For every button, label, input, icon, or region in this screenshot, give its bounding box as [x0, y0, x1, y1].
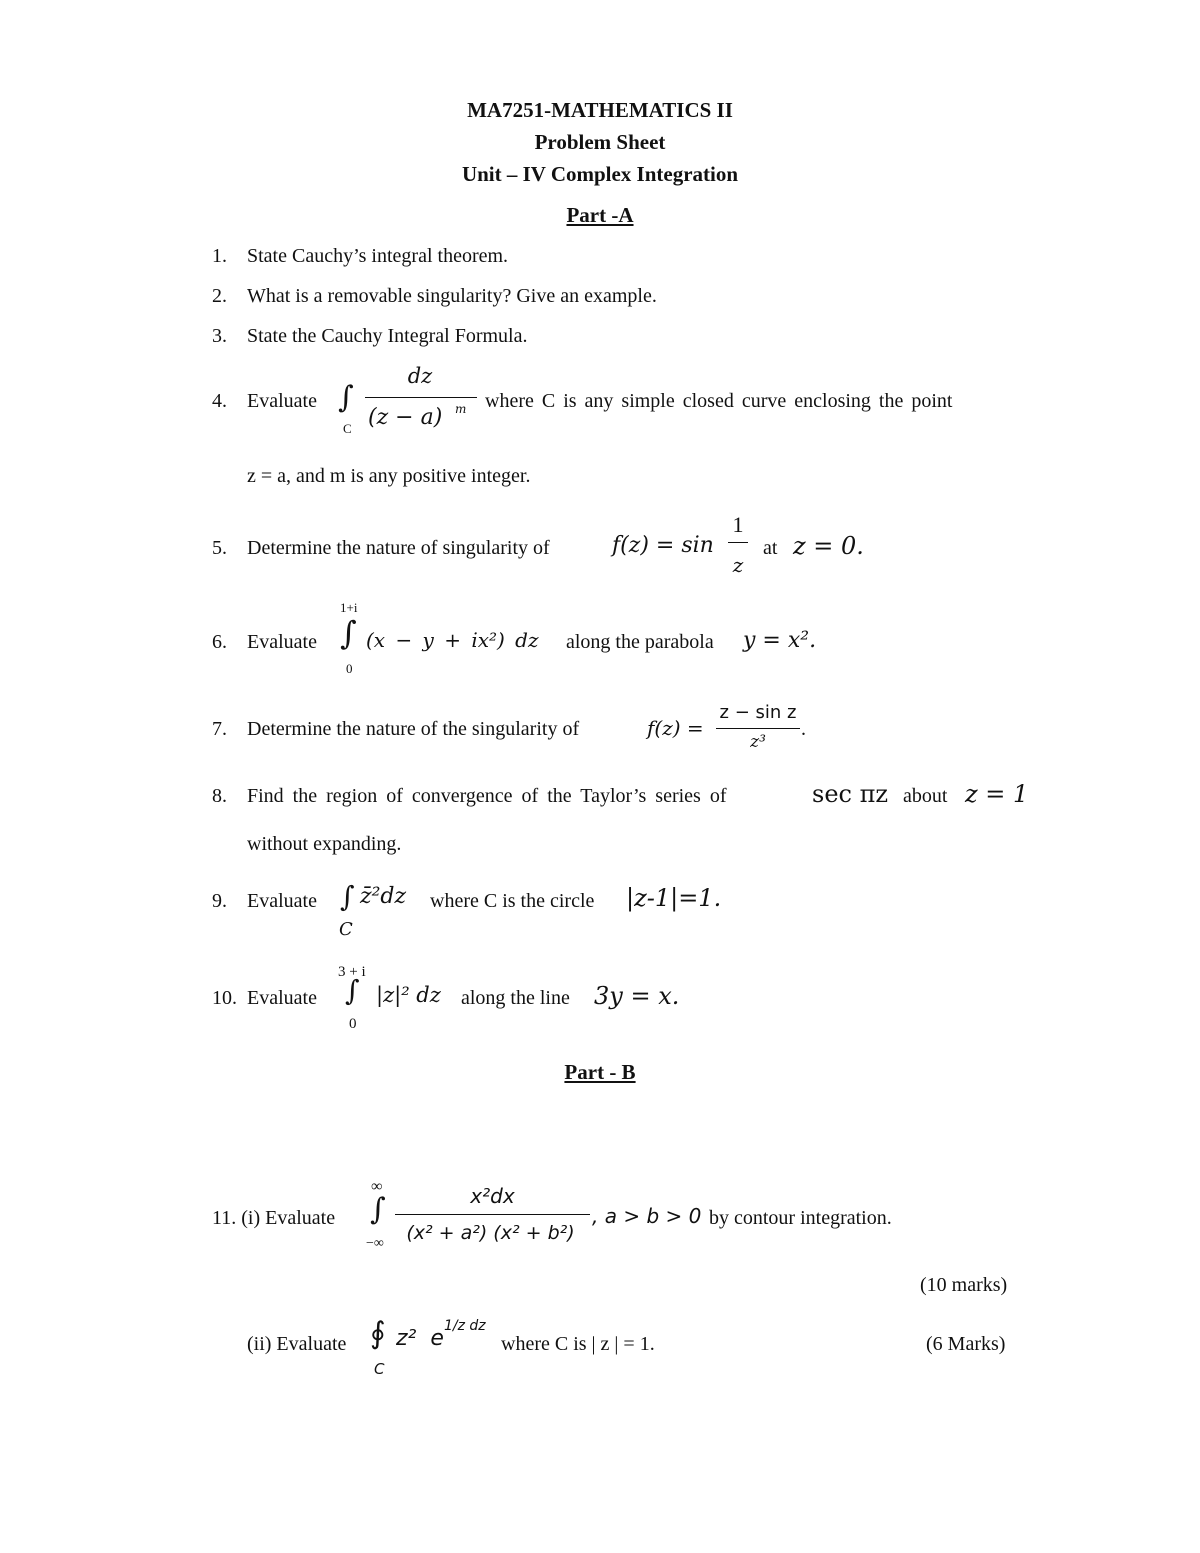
question-2: 2. What is a removable singularity? Give an example.: [212, 285, 657, 307]
part-b-heading: Part - B: [564, 1060, 636, 1084]
fraction-bar: [716, 728, 800, 729]
marks-10: (10 marks): [920, 1274, 1008, 1296]
fraction-bar: [728, 542, 748, 543]
part-a-heading: Part -A: [566, 203, 634, 227]
question-1: 1. State Cauchy’s integral theorem.: [212, 245, 509, 267]
problem-sheet-page: MA7251-MATHEMATICS II Problem Sheet Unit – IV Complex Integration Part -A 1. State Cauchy’s integral theorem. 2. What is a removable singularity? Give an example. 3. State the Cauchy Integral Formula. 4. Evaluate ∫ C dz (z − a) m where C is any simple closed curve enclosing the point z = a, and m is any positive integer. 5. Determine the nature of singularity of f(z) = sin 1 z at z = 0. 6. Evaluate 1+i ∫ 0 (x − y + ix²) dz along the parabola y = x². 7. Determine the nature of the singularity of f(z) = z − sin z z³ . 8. Find the region of convergence of the Taylor’s series of sec πz about z = 1 without expanding. 9. Evaluate ∫ C z̄²dz where C is the circle |z-1|=1. 10. Evaluate 3 + i ∫ 0 |z|² dz along the line 3y = x. Part - B 11. (i) Evaluate ∞ ∫ −∞ x²dx (x² + a²) (x² + b²) , a > b > 0 by contour integration. (10 marks) (ii) Evaluate ∮ C z² e 1/z dz where C is | z | = 1. (6 Marks): [0, 0, 1200, 1553]
sheet-title: Problem Sheet: [534, 130, 666, 154]
integral-sign: ∫: [370, 1192, 386, 1227]
contour-integral-sign: ∮: [370, 1316, 386, 1351]
fraction-bar: [395, 1214, 590, 1215]
integral-sign: ∫: [345, 974, 360, 1007]
marks-6: (6 Marks): [926, 1333, 1006, 1355]
integral-sign: ∫: [340, 614, 357, 652]
question-3: 3. State the Cauchy Integral Formula.: [212, 325, 528, 347]
course-title: MA7251-MATHEMATICS II: [467, 98, 733, 122]
fraction-bar: [365, 397, 477, 398]
unit-title: Unit – IV Complex Integration: [461, 162, 739, 186]
integral-sign: ∫: [338, 380, 354, 415]
integral-sign: ∫: [340, 880, 355, 913]
